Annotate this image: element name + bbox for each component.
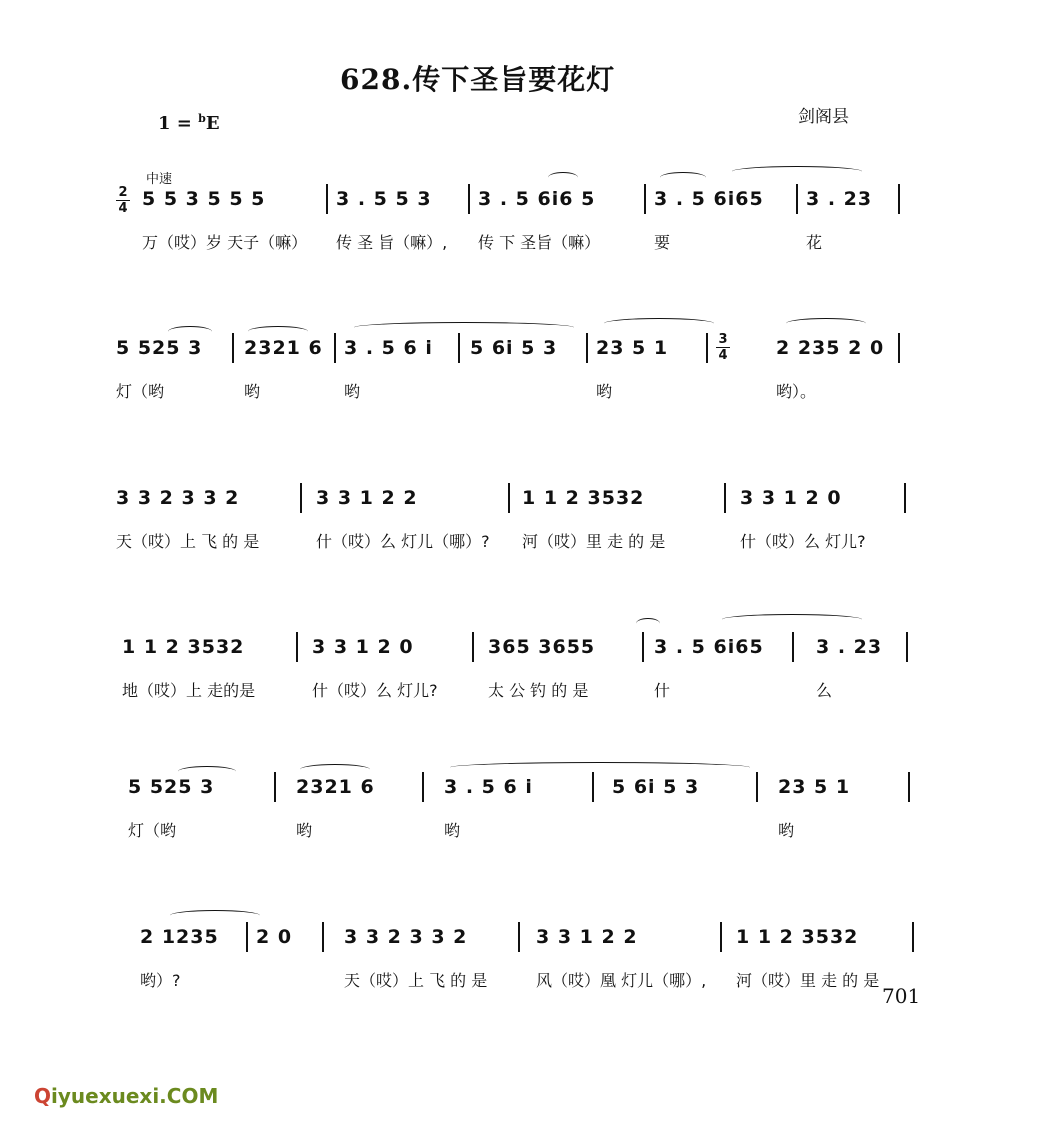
bar-line <box>644 184 646 214</box>
lyric-text: 河（哎）里 走 的 是 <box>736 971 880 990</box>
lyric-text: 河（哎）里 走 的 是 <box>522 532 666 551</box>
bar-line <box>720 922 722 952</box>
lyric-text: 什（哎）么 灯儿（哪）? <box>316 532 490 551</box>
bar-line <box>334 333 336 363</box>
bar-line <box>586 333 588 363</box>
bar-line <box>904 483 906 513</box>
ts-top: 3 <box>718 332 728 347</box>
notation-measure: 1 1 2 3532 <box>736 926 859 948</box>
bar-line <box>792 632 794 662</box>
notation-measure: 3 3 2 3 3 2 <box>344 926 468 948</box>
lyric-text: 天（哎）上 飞 的 是 <box>344 971 488 990</box>
bar-line <box>518 922 520 952</box>
notation-measure: 5 6i 5 3 <box>470 337 558 359</box>
flat-sign: b <box>198 112 206 125</box>
slur-mark <box>170 910 260 921</box>
bar-line <box>422 772 424 802</box>
bar-line <box>274 772 276 802</box>
key-base: 1 = <box>158 113 199 134</box>
lyric-text: 要 <box>654 233 671 252</box>
notation-measure: 2 1235 <box>140 926 219 948</box>
notation-measure: 1 1 2 3532 <box>522 487 645 509</box>
bar-line <box>756 772 758 802</box>
notation-measure: 23 5 1 <box>778 776 851 798</box>
lyric-text: 哟）? <box>140 971 181 990</box>
slur-mark <box>548 172 578 183</box>
notation-measure: 2321 6 <box>296 776 375 798</box>
bar-line <box>472 632 474 662</box>
notation-measure: 3 . 23 <box>816 636 883 658</box>
slur-mark <box>354 322 574 333</box>
bar-line <box>642 632 644 662</box>
page-number: 701 <box>882 984 921 1008</box>
lyric-text: 地（哎）上 走的是 <box>122 681 256 700</box>
slur-mark <box>786 318 866 329</box>
lyric-text: 什（哎）么 灯儿? <box>312 681 438 700</box>
lyric-text: 哟 <box>444 821 461 840</box>
watermark <box>34 1084 218 1108</box>
bar-line <box>724 483 726 513</box>
bar-line <box>468 184 470 214</box>
notation-measure: 2 0 <box>256 926 293 948</box>
slur-mark <box>660 172 706 183</box>
slur-mark <box>178 766 236 777</box>
lyric-text: 灯（哟 <box>116 382 165 401</box>
slur-mark <box>604 318 714 329</box>
lyric-text: 哟 <box>596 382 613 401</box>
bar-line <box>912 922 914 952</box>
notation-measure: 5 525 3 <box>128 776 215 798</box>
slur-mark <box>722 614 862 625</box>
lyric-text: 灯（哟 <box>128 821 177 840</box>
notation-measure: 3 3 2 3 3 2 <box>116 487 240 509</box>
bar-line <box>322 922 324 952</box>
bar-line <box>706 333 708 363</box>
notation-measure: 3 . 5 6 i <box>444 776 533 798</box>
notation-measure: 23 5 1 <box>596 337 669 359</box>
watermark-q: Q <box>34 1084 52 1108</box>
slur-mark <box>636 618 660 629</box>
lyric-text: 哟 <box>778 821 795 840</box>
lyric-text: 太 公 钓 的 是 <box>488 681 589 700</box>
lyric-text: 传 圣 旨（嘛）, <box>336 233 448 252</box>
bar-line <box>508 483 510 513</box>
bar-line <box>300 483 302 513</box>
slur-mark <box>248 326 308 337</box>
notation-measure: 3 3 1 2 0 <box>312 636 414 658</box>
region-label: 剑阁县 <box>798 107 849 127</box>
lyric-text: 传 下 圣旨（嘛） <box>478 233 601 252</box>
song-title: 628.传下圣旨要花灯 <box>340 63 616 96</box>
time-signature-mid <box>716 333 730 362</box>
tempo-marking: 中速 <box>146 172 173 187</box>
bar-line <box>458 333 460 363</box>
lyric-text: 花 <box>806 233 823 252</box>
time-signature-start <box>116 186 130 215</box>
notation-measure: 3 . 5 6i65 <box>654 636 764 658</box>
lyric-text: 什 <box>654 681 671 700</box>
lyric-text: 哟 <box>244 382 261 401</box>
bar-line <box>296 632 298 662</box>
notation-measure: 1 1 2 3532 <box>122 636 245 658</box>
lyric-text: 天（哎）上 飞 的 是 <box>116 532 260 551</box>
notation-measure: 3 3 1 2 2 <box>316 487 418 509</box>
notation-measure: 3 3 1 2 2 <box>536 926 638 948</box>
notation-measure: 2321 6 <box>244 337 323 359</box>
slur-mark <box>450 762 750 773</box>
bar-line <box>246 922 248 952</box>
notation-measure: 365 3655 <box>488 636 596 658</box>
bar-line <box>898 184 900 214</box>
key-note: E <box>205 113 220 134</box>
bar-line <box>796 184 798 214</box>
ts-bottom: 4 <box>118 201 128 216</box>
bar-line <box>908 772 910 802</box>
lyric-text: 么 <box>816 681 833 700</box>
slur-mark <box>168 326 212 337</box>
slur-mark <box>732 166 862 177</box>
bar-line <box>898 333 900 363</box>
notation-measure: 5 525 3 <box>116 337 203 359</box>
notation-measure: 3 . 5 6i65 <box>654 188 764 210</box>
notation-measure: 2 235 2 0 <box>776 337 885 359</box>
slur-mark <box>300 764 370 775</box>
lyric-text: 哟 <box>344 382 361 401</box>
lyric-text: 哟 <box>296 821 313 840</box>
notation-measure: 3 . 23 <box>806 188 873 210</box>
notation-measure: 3 . 5 6 i <box>344 337 433 359</box>
notation-measure: 5 5 3 5 5 5 <box>142 188 266 210</box>
bar-line <box>232 333 234 363</box>
watermark-text: iyuexuexi.COM <box>51 1084 219 1108</box>
ts-top: 2 <box>118 185 128 200</box>
lyric-text: 什（哎）么 灯儿? <box>740 532 866 551</box>
notation-measure: 5 6i 5 3 <box>612 776 700 798</box>
notation-measure: 3 . 5 5 3 <box>336 188 432 210</box>
lyric-text: 万（哎）岁 天子（嘛） <box>142 233 308 252</box>
bar-line <box>592 772 594 802</box>
lyric-text: 哟）。 <box>776 382 817 401</box>
bar-line <box>906 632 908 662</box>
ts-bottom: 4 <box>718 348 728 363</box>
notation-measure: 3 . 5 6i6 5 <box>478 188 596 210</box>
notation-measure: 3 3 1 2 0 <box>740 487 842 509</box>
lyric-text: 风（哎）凰 灯儿（哪）, <box>536 971 707 990</box>
bar-line <box>326 184 328 214</box>
key-signature <box>158 112 220 134</box>
